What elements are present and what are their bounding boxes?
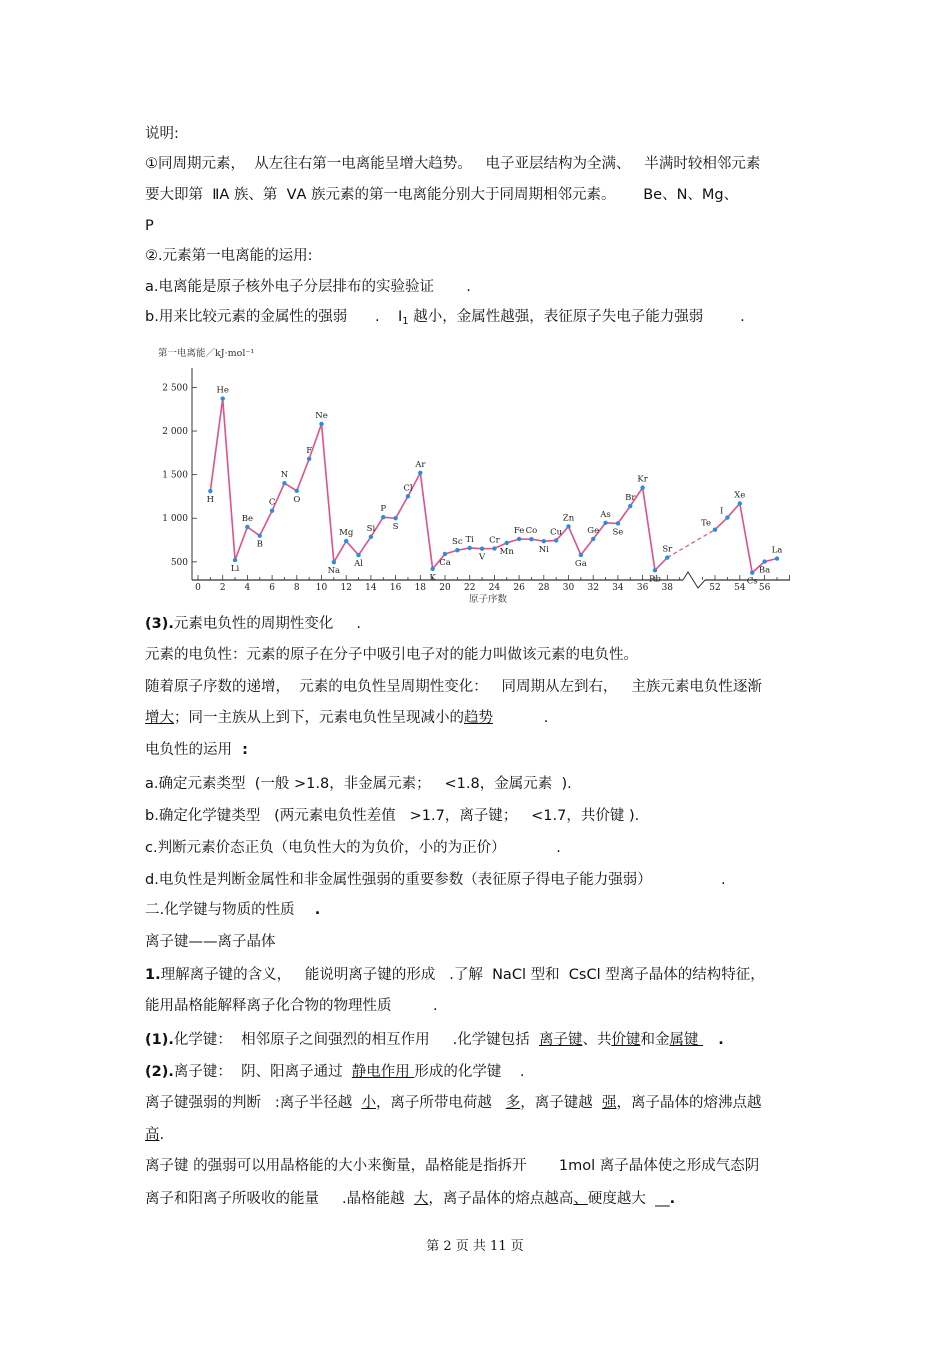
x-tick-label: 20 (439, 583, 451, 593)
element-label: N (280, 470, 289, 481)
text-line: 离子和阳离子所吸收的能量 .晶格能越 大，离子晶体的熔点越高、硬度越大 __. (145, 1191, 676, 1207)
text-line: d.电负性是判断金属性和非金属性强弱的重要参数（表征原子得电子能力强弱） . (145, 872, 726, 888)
data-point (344, 539, 348, 543)
data-point (762, 559, 766, 563)
data-point (640, 485, 644, 489)
element-label: F (306, 445, 313, 456)
data-point (566, 524, 570, 528)
element-label: B (256, 539, 263, 550)
x-tick-label: 26 (513, 583, 525, 593)
element-label: Br (625, 493, 636, 504)
text-line: ②.元素第一电离能的运用: (145, 248, 313, 264)
element-label: Xe (734, 490, 746, 501)
x-tick-label: 14 (365, 583, 377, 593)
data-point (381, 515, 385, 519)
data-point (750, 570, 754, 574)
data-point (245, 525, 249, 529)
x-tick-label: 28 (538, 583, 550, 593)
x-tick-label: 2 (219, 583, 226, 593)
x-tick-label: 0 (195, 583, 201, 593)
data-point (233, 558, 237, 562)
element-label: Ca (439, 557, 451, 568)
element-label: P (380, 504, 387, 515)
x-tick-label: 38 (661, 583, 674, 593)
element-label: H (206, 495, 215, 506)
element-label: Mg (339, 528, 354, 539)
text-line: 1.理解离子键的含义， 能说明离子键的形成 .了解 NaCl 型和 CsCl 型离子晶体的结构特征， (145, 967, 765, 983)
text-line: 说明: (145, 126, 179, 142)
text-line: c.判断元素价态正负（电负性大的为负价，小的为正价） . (145, 840, 561, 856)
element-label: C (268, 497, 276, 508)
data-point (406, 494, 410, 498)
data-point (653, 568, 657, 572)
data-point (221, 396, 225, 400)
data-point (616, 521, 620, 525)
data-point (282, 481, 286, 485)
element-label: Cu (550, 527, 563, 538)
series-line (715, 503, 777, 572)
element-label: Kr (637, 474, 648, 485)
element-label: Cr (489, 535, 500, 546)
data-point (628, 504, 632, 508)
data-point (418, 471, 422, 475)
element-label: Co (525, 526, 538, 537)
text-line: 随着原子序数的递增， 元素的电负性呈周期性变化： 同周期从左到右， 主族元素电负性逐渐 (145, 679, 762, 695)
element-label: Ar (415, 459, 426, 470)
data-point (591, 537, 595, 541)
data-point (529, 537, 533, 541)
text-line: b.确定化学键类型 (两元素电负性差值 >1.7，离子键； <1.7，共价键 ). (145, 808, 640, 824)
element-label: V (478, 552, 486, 563)
x-tick-label: 36 (636, 583, 649, 593)
text-line: 高. (145, 1127, 165, 1143)
y-tick-label: 500 (170, 557, 188, 568)
data-point (554, 538, 558, 542)
text-line: 增大；同一主族从上到下，元素电负性呈现减小的趋势 . (145, 710, 549, 726)
element-label: Be (241, 513, 254, 524)
data-point (307, 457, 311, 461)
data-point (505, 541, 509, 545)
data-point (738, 501, 742, 505)
y-tick-label: 2 000 (162, 427, 188, 438)
x-tick-label: 24 (488, 583, 501, 593)
data-point (579, 553, 583, 557)
series-line (210, 399, 667, 571)
data-point (775, 556, 779, 560)
text-line: (1).化学键： 相邻原子之间强烈的相互作用 .化学键包括 离子键、共价键和金属键 . (145, 1032, 724, 1048)
x-tick-label: 8 (293, 583, 300, 593)
page-footer: 第 2 页 共 11 页 (426, 1239, 524, 1254)
text-line: a.确定元素类型 (一般 >1.8，非金属元素； <1.8，金属元素 ). (145, 776, 572, 792)
x-tick-label: 22 (463, 583, 476, 593)
element-label: Li (230, 564, 240, 575)
element-label: Ni (538, 545, 549, 556)
element-label: Fe (513, 525, 525, 536)
x-tick-label: 52 (709, 583, 721, 593)
element-label: K (429, 572, 436, 583)
element-label: S (392, 522, 399, 533)
data-point (356, 553, 360, 557)
text-line: ①同周期元素， 从左往右第一电离能呈增大趋势。 电子亚层结构为全满、 半满时较相邻元素 (145, 156, 761, 172)
data-point (443, 552, 447, 556)
x-tick-label: 18 (414, 583, 427, 593)
element-label: Se (612, 527, 624, 538)
text-line: (2).离子键： 阴、阳离子通过 静电作用 形成的化学键 . (145, 1064, 525, 1080)
x-tick-label: 34 (612, 583, 624, 593)
element-label: Ti (465, 534, 474, 545)
x-tick-label: 56 (758, 583, 771, 593)
series-gap-line (667, 530, 715, 558)
text-line: b.用来比较元素的金属性的强弱 . $I_1$ 越小，金属性越强，表征原子失电子能力强弱 . (145, 309, 745, 327)
data-point (480, 546, 484, 550)
y-tick-label: 1 500 (162, 470, 188, 481)
text-line: 电负性的运用 : (145, 742, 248, 758)
data-point (319, 422, 323, 426)
x-axis-label: 原子序数 (468, 594, 508, 605)
element-label: La (771, 545, 783, 556)
element-label: Sc (452, 537, 463, 548)
section-heading: 二.化学键与物质的性质 . (145, 902, 321, 918)
x-tick-label: 10 (315, 583, 328, 593)
data-point (665, 555, 669, 559)
chart-title: 第一电离能／kJ·mol⁻¹ (158, 348, 255, 359)
element-label: Ne (315, 410, 328, 421)
data-point (603, 521, 607, 525)
x-tick-label: 30 (562, 583, 575, 593)
data-point (295, 489, 299, 493)
element-label: Cs (746, 576, 758, 587)
element-label: O (293, 494, 301, 505)
element-label: Te (700, 518, 711, 529)
text-line: 离子键 的强弱可以用晶格能的大小来衡量，晶格能是指拆开 1mol 离子晶体使之形成气态阴 (145, 1158, 760, 1174)
data-point (492, 546, 496, 550)
element-label: Si (366, 523, 376, 534)
data-point (725, 515, 729, 519)
x-tick-label: 54 (734, 583, 746, 593)
element-label: Ge (587, 525, 600, 536)
data-point (258, 533, 262, 537)
element-label: Ba (758, 565, 771, 576)
data-point (468, 546, 472, 550)
y-tick-label: 1 000 (162, 514, 188, 525)
text-line: 能用晶格能解释离子化合物的物理性质 . (145, 998, 438, 1014)
text-line: 离子键强弱的判断 :离子半径越 小，离子所带电荷越 多，离子键越 强，离子晶体的熔沸点越 (145, 1095, 762, 1111)
text-line: 离子键——离子晶体 (145, 934, 276, 950)
data-point (393, 516, 397, 520)
x-tick-label: 4 (244, 583, 251, 593)
data-point (332, 560, 336, 564)
x-tick-label: 12 (340, 583, 352, 593)
element-label: Sr (662, 544, 673, 555)
x-tick-label: 6 (269, 583, 275, 593)
data-point (208, 489, 212, 493)
data-point (713, 527, 717, 531)
element-label: He (216, 385, 229, 396)
element-label: Na (327, 566, 341, 577)
element-label: Mn (499, 546, 514, 557)
ionization-energy-chart (150, 340, 810, 610)
element-label: Ga (574, 558, 587, 569)
axis-break (683, 572, 705, 588)
element-label: Zn (562, 513, 575, 524)
text-line: P (145, 218, 154, 234)
data-point (517, 537, 521, 541)
element-label: Al (354, 559, 363, 570)
x-tick-label: 32 (587, 583, 599, 593)
element-label: Cl (403, 483, 413, 494)
data-point (430, 567, 434, 571)
element-label: Rb (649, 574, 661, 585)
text-line: 元素的电负性：元素的原子在分子中吸引电子对的能力叫做该元素的电负性。 (145, 647, 638, 663)
text-line: (3).元素电负性的周期性变化 . (145, 616, 362, 632)
y-tick-label: 2 500 (162, 383, 188, 394)
text-line: a.电离能是原子核外电子分层排布的实验验证 . (145, 279, 471, 295)
x-tick-label: 16 (389, 583, 402, 593)
data-point (270, 509, 274, 513)
element-label: I (720, 506, 724, 517)
element-label: As (600, 509, 611, 520)
data-point (455, 548, 459, 552)
data-point (369, 535, 373, 539)
text-line: 要大即第 ⅡA 族、第 ⅤA 族元素的第一电离能分别大于同周期相邻元素。 Be、N、Mg、 (145, 187, 739, 203)
data-point (542, 539, 546, 543)
